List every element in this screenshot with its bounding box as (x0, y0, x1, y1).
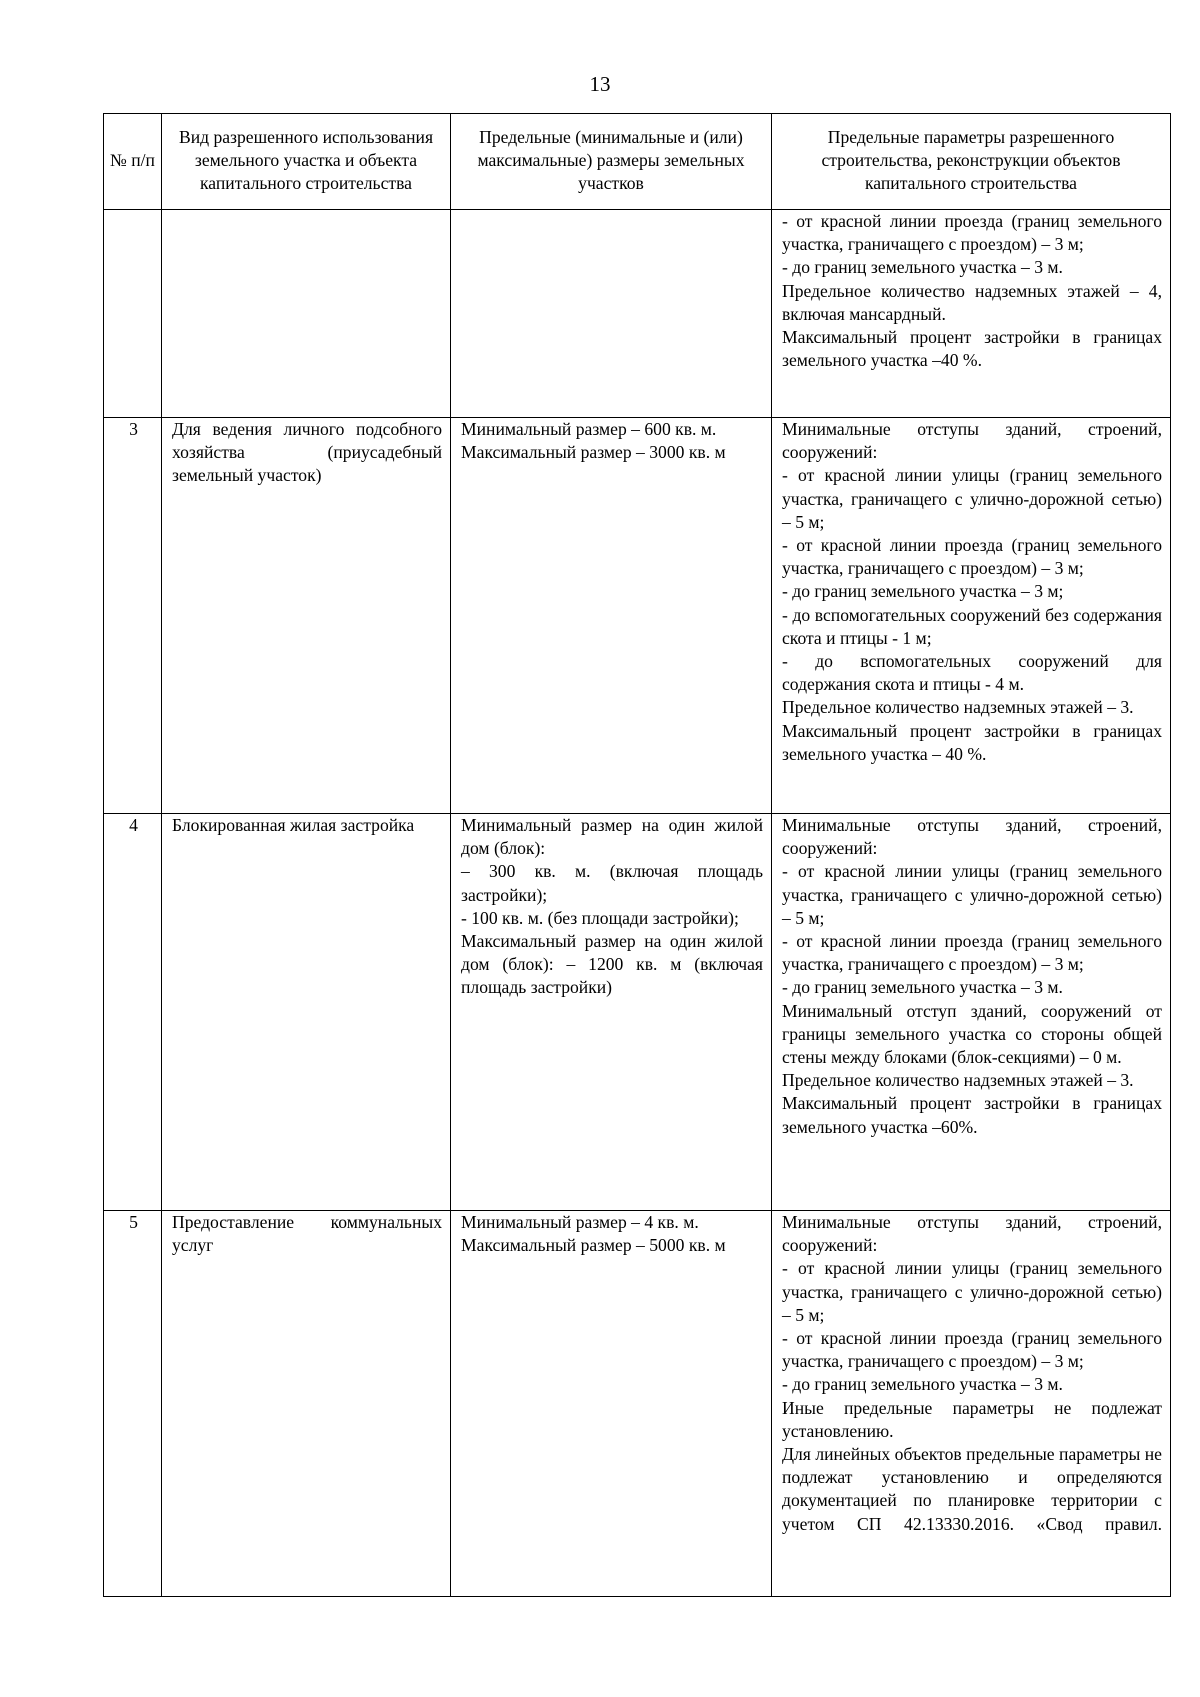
size-line: Максимальный размер – 5000 кв. м (461, 1235, 726, 1256)
row-construction-parameters (772, 1211, 1171, 1597)
param-line: Предельное количество надземных этажей – 3. (782, 1070, 1134, 1091)
row-number (104, 210, 162, 418)
header-construction-parameters: Предельные параметры разрешенного строительства, реконструкции объектов капитального строительства (772, 114, 1171, 210)
use-text: Для ведения личного подсобного хозяйства (приусадебный земельный участок) (172, 419, 442, 486)
row-plot-sizes (451, 418, 772, 814)
param-line: - до вспомогательных сооружений для содержания скота и птицы - 4 м. (782, 651, 1162, 695)
land-use-parameters-table (103, 113, 1171, 1597)
row-number: 3 (104, 418, 162, 814)
param-line: Предельное количество надземных этажей – 3. (782, 697, 1134, 718)
param-line: - до вспомогательных сооружений без содержания скота и птицы - 1 м; (782, 604, 1162, 648)
size-line: Максимальный размер на один жилой дом (блок): – 1200 кв. м (включая площадь застройки) (461, 931, 763, 998)
param-line: Минимальные отступы зданий, строений, сооружений: (782, 815, 1162, 859)
row-construction-parameters (772, 814, 1171, 1211)
param-line: - до границ земельного участка – 3 м; (782, 581, 1064, 602)
param-line: - до границ земельного участка – 3 м. (782, 257, 1063, 278)
param-line: Минимальные отступы зданий, строений, сооружений: (782, 1212, 1162, 1256)
param-line: Для линейных объектов предельные параметры не подлежат установлению и определяются документацией по планировке территории с учетом СП 42.13330.2016. «Свод правил. (782, 1444, 1162, 1534)
size-line: Минимальный размер – 4 кв. м. (461, 1212, 699, 1232)
table-row-continued (104, 210, 1171, 418)
table-header-row (104, 114, 1171, 210)
table-row (104, 814, 1171, 1211)
param-line: - от красной линии улицы (границ земельного участка, граничащего с улично-дорожной сетью) – 5 м; (782, 1258, 1162, 1325)
row-permitted-use (162, 418, 451, 814)
size-line: - 100 кв. м. (без площади застройки); (461, 907, 739, 928)
header-permitted-use: Вид разрешенного использования земельного участка и объекта капитального строительства (162, 114, 451, 210)
param-line: Минимальные отступы зданий, строений, сооружений: (782, 419, 1162, 463)
param-line: Иные предельные параметры не подлежат установлению. (782, 1397, 1162, 1441)
param-line: Максимальный процент застройки в границах земельного участка –60%. (782, 1093, 1162, 1137)
row-plot-sizes (451, 814, 772, 1211)
param-line: - от красной линии проезда (границ земельного участка, граничащего с проездом) – 3 м; (782, 211, 1162, 255)
row-construction-parameters (772, 210, 1171, 418)
row-number: 4 (104, 814, 162, 1211)
header-number: № п/п (104, 114, 162, 210)
use-text: Предоставление коммунальных услуг (172, 1212, 442, 1256)
table-row (104, 1211, 1171, 1597)
size-line: Минимальный размер – 600 кв. м. (461, 419, 717, 439)
row-permitted-use (162, 210, 451, 418)
param-line: - от красной линии проезда (границ земельного участка, граничащего с проездом) – 3 м; (782, 931, 1162, 975)
param-line: - до границ земельного участка – 3 м. (782, 977, 1063, 998)
param-line: - от красной линии проезда (границ земельного участка, граничащего с проездом) – 3 м; (782, 535, 1162, 579)
size-line: Минимальный размер на один жилой дом (блок): (461, 815, 763, 859)
use-text: Блокированная жилая застройка (172, 815, 415, 835)
row-number: 5 (104, 1211, 162, 1597)
page-number: 13 (589, 72, 611, 96)
row-construction-parameters (772, 418, 1171, 814)
header-plot-sizes: Предельные (минимальные и (или) максимальные) размеры земельных участков (451, 114, 772, 210)
row-plot-sizes (451, 210, 772, 418)
size-line: Максимальный размер – 3000 кв. м (461, 442, 726, 463)
param-line: - от красной линии улицы (границ земельного участка, граничащего с улично-дорожной сетью) – 5 м; (782, 465, 1162, 532)
param-line: - от красной линии улицы (границ земельного участка, граничащего с улично-дорожной сетью) – 5 м; (782, 861, 1162, 928)
param-line: - от красной линии проезда (границ земельного участка, граничащего с проездом) – 3 м; (782, 1328, 1162, 1372)
param-line: - до границ земельного участка – 3 м. (782, 1374, 1063, 1395)
row-permitted-use (162, 814, 451, 1211)
row-permitted-use (162, 1211, 451, 1597)
row-plot-sizes (451, 1211, 772, 1597)
size-line: – 300 кв. м. (включая площадь застройки); (461, 861, 763, 905)
param-line: Максимальный процент застройки в границах земельного участка –40 %. (782, 327, 1162, 371)
param-line: Минимальный отступ зданий, сооружений от границы земельного участка со стороны общей стены между блоками (блок-секциями) – 0 м. (782, 1000, 1162, 1068)
table-row (104, 418, 1171, 814)
param-line: Предельное количество надземных этажей – 4, включая мансардный. (782, 280, 1162, 324)
param-line: Максимальный процент застройки в границах земельного участка – 40 %. (782, 720, 1162, 764)
